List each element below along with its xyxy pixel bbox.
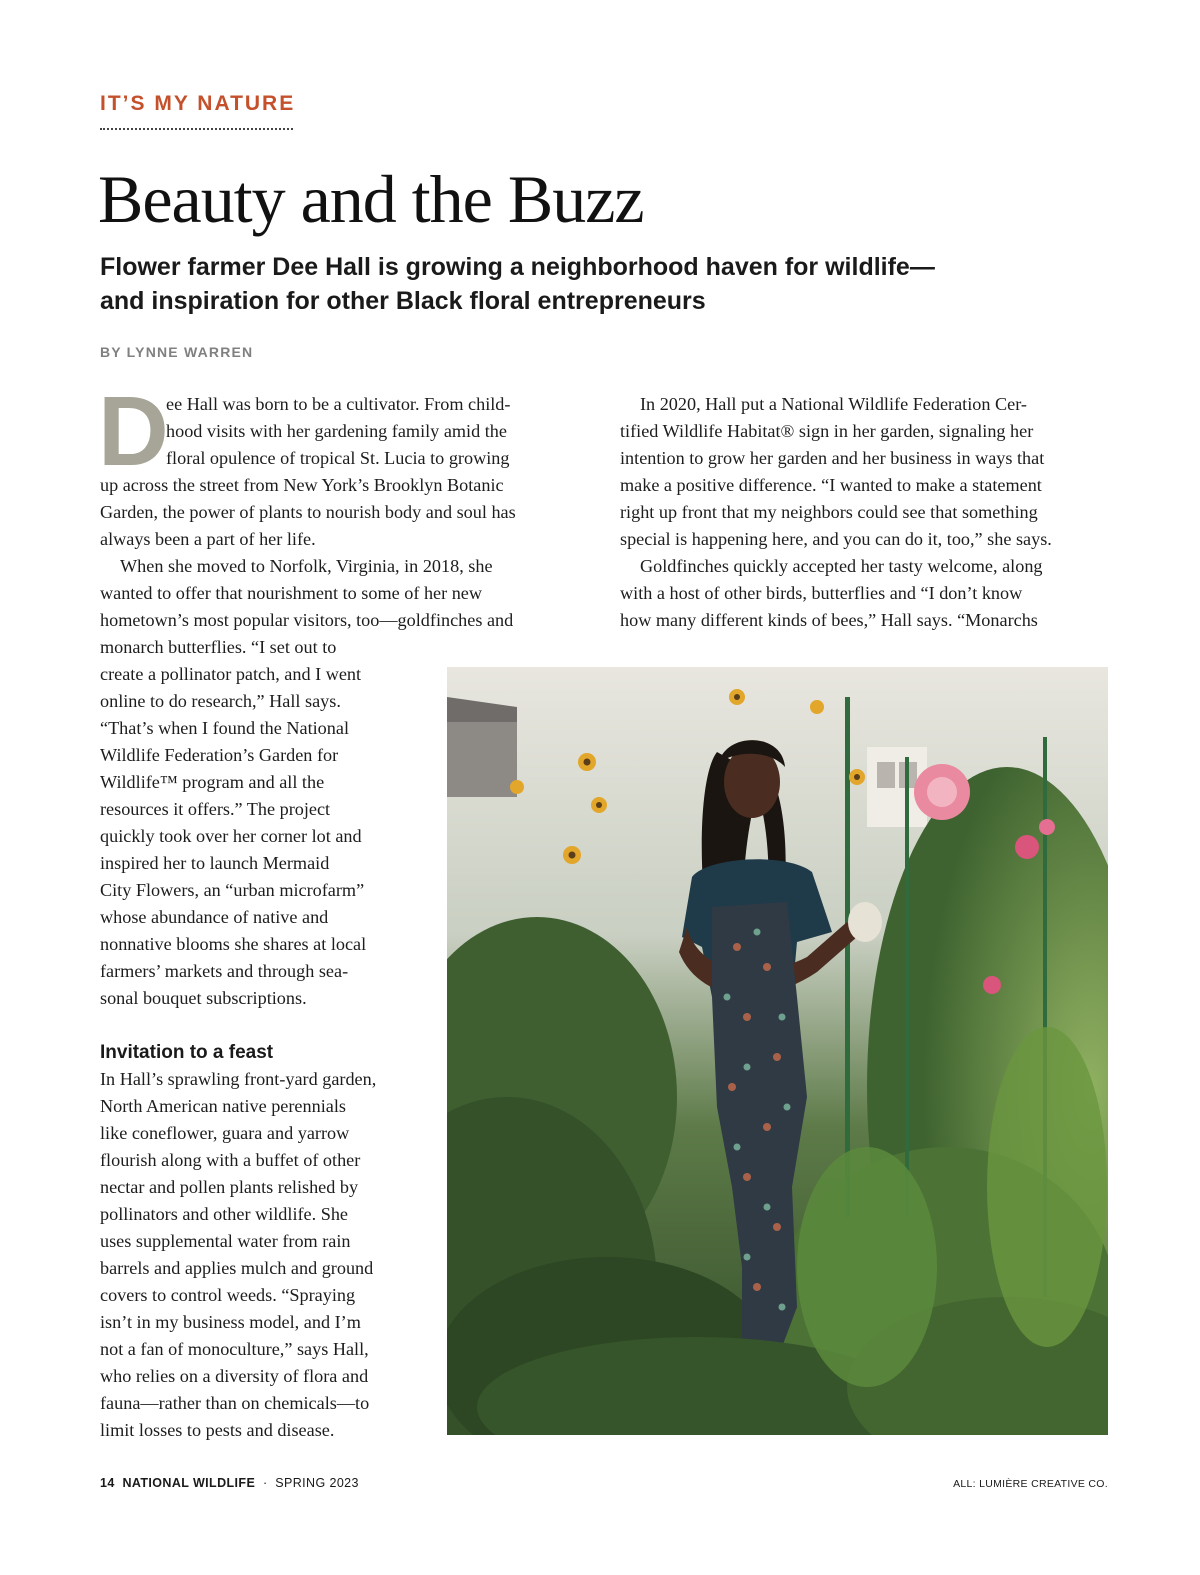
text-line: limit losses to pests and disease.	[100, 1420, 335, 1440]
text-line: In 2020, Hall put a National Wildlife Federation Cer-	[640, 394, 1027, 414]
text-line: hood visits with her gardening family amid the	[166, 421, 507, 441]
page-footer	[100, 1476, 359, 1490]
paragraph-intro	[98, 376, 516, 553]
text-line: create a pollinator patch, and I went	[100, 664, 362, 684]
text-line: who relies on a diversity of flora and	[100, 1366, 369, 1386]
text-line: barrels and applies mulch and ground	[100, 1258, 374, 1278]
right-column	[620, 391, 1110, 634]
text-line: inspired her to launch Mermaid	[100, 853, 330, 873]
text-line: like coneflower, guara and yarrow	[100, 1123, 350, 1143]
text-line: When she moved to Norfolk, Virginia, in 2018, she	[120, 556, 493, 576]
footer-separator: ·	[262, 1476, 268, 1490]
text-line: how many different kinds of bees,” Hall says. “Monarchs	[620, 610, 1038, 630]
text-line: Goldfinches quickly accepted her tasty welcome, along	[640, 556, 1043, 576]
text-line: quickly took over her corner lot and	[100, 826, 362, 846]
text-line: monarch butterflies. “I set out to	[100, 637, 337, 657]
text-line: ee Hall was born to be a cultivator. From child-	[166, 394, 511, 414]
text-line: uses supplemental water from rain	[100, 1231, 351, 1251]
text-line: intention to grow her garden and her business in ways that	[620, 448, 1045, 468]
text-line: with a host of other birds, butterflies and “I don’t know	[620, 583, 1023, 603]
paragraph-goldfinches	[620, 553, 1110, 634]
text-line: Wildlife Federation’s Garden for	[100, 745, 339, 765]
text-line: Wildlife™ program and all the	[100, 772, 325, 792]
paragraph-certified	[620, 391, 1110, 553]
section-kicker: IT’S MY NATURE	[100, 92, 296, 115]
text-line: right up front that my neighbors could see that something	[620, 502, 1038, 522]
text-line: isn’t in my business model, and I’m	[100, 1312, 361, 1332]
text-line: covers to control weeds. “Spraying	[100, 1285, 356, 1305]
text-line: North American native perennials	[100, 1096, 346, 1116]
text-line: In Hall’s sprawling front-yard garden,	[100, 1069, 377, 1089]
garden-photo-illustration	[447, 667, 1108, 1435]
text-line: City Flowers, an “urban microfarm”	[100, 880, 365, 900]
text-line: special is happening here, and you can do it, too,” she says.	[620, 529, 1052, 549]
text-line: make a positive difference. “I wanted to make a statement	[620, 475, 1042, 495]
dek-line: Flower farmer Dee Hall is growing a neighborhood haven for wildlife—	[100, 253, 935, 281]
text-line: sonal bouquet subscriptions.	[100, 988, 307, 1008]
magazine-name: NATIONAL WILDLIFE	[122, 1476, 256, 1490]
issue-date: SPRING 2023	[275, 1476, 359, 1490]
text-line: nectar and pollen plants relished by	[100, 1177, 359, 1197]
kicker-divider	[100, 128, 293, 130]
text-line: whose abundance of native and	[100, 907, 329, 927]
text-line: wanted to offer that nourishment to some of her new	[100, 583, 483, 603]
article-headline: Beauty and the Buzz	[98, 161, 644, 237]
text-line: always been a part of her life.	[100, 529, 316, 549]
dek-line: and inspiration for other Black floral entrepreneurs	[100, 287, 706, 315]
left-column	[98, 376, 516, 1444]
text-line: floral opulence of tropical St. Lucia to growing	[166, 448, 510, 468]
text-line: flourish along with a buffet of other	[100, 1150, 361, 1170]
photo-credit: ALL: LUMIÈRE CREATIVE CO.	[953, 1478, 1108, 1490]
text-line: not a fan of monoculture,” says Hall,	[100, 1339, 369, 1359]
paragraph-garden	[100, 1066, 440, 1444]
text-line: Garden, the power of plants to nourish body and soul has	[100, 502, 516, 522]
text-line: pollinators and other wildlife. She	[100, 1204, 349, 1224]
paragraph-norfolk	[100, 553, 514, 1012]
garden-photo	[447, 667, 1108, 1435]
subhead-invitation: Invitation to a feast	[100, 1042, 274, 1063]
text-line: hometown’s most popular visitors, too—goldfinches and	[100, 610, 514, 630]
page-number: 14	[100, 1476, 115, 1490]
text-line: up across the street from New York’s Brooklyn Botanic	[100, 475, 504, 495]
text-line: resources it offers.” The project	[100, 799, 331, 819]
article-dek	[100, 250, 1060, 318]
text-line: “That’s when I found the National	[100, 718, 349, 738]
text-line: farmers’ markets and through sea-	[100, 961, 349, 981]
text-line: nonnative blooms she shares at local	[100, 934, 367, 954]
text-line: tified Wildlife Habitat® sign in her garden, signaling her	[620, 421, 1034, 441]
text-line: fauna—rather than on chemicals—to	[100, 1393, 370, 1413]
byline: BY LYNNE WARREN	[100, 344, 254, 360]
drop-cap: D	[98, 376, 169, 486]
text-line: online to do research,” Hall says.	[100, 691, 341, 711]
